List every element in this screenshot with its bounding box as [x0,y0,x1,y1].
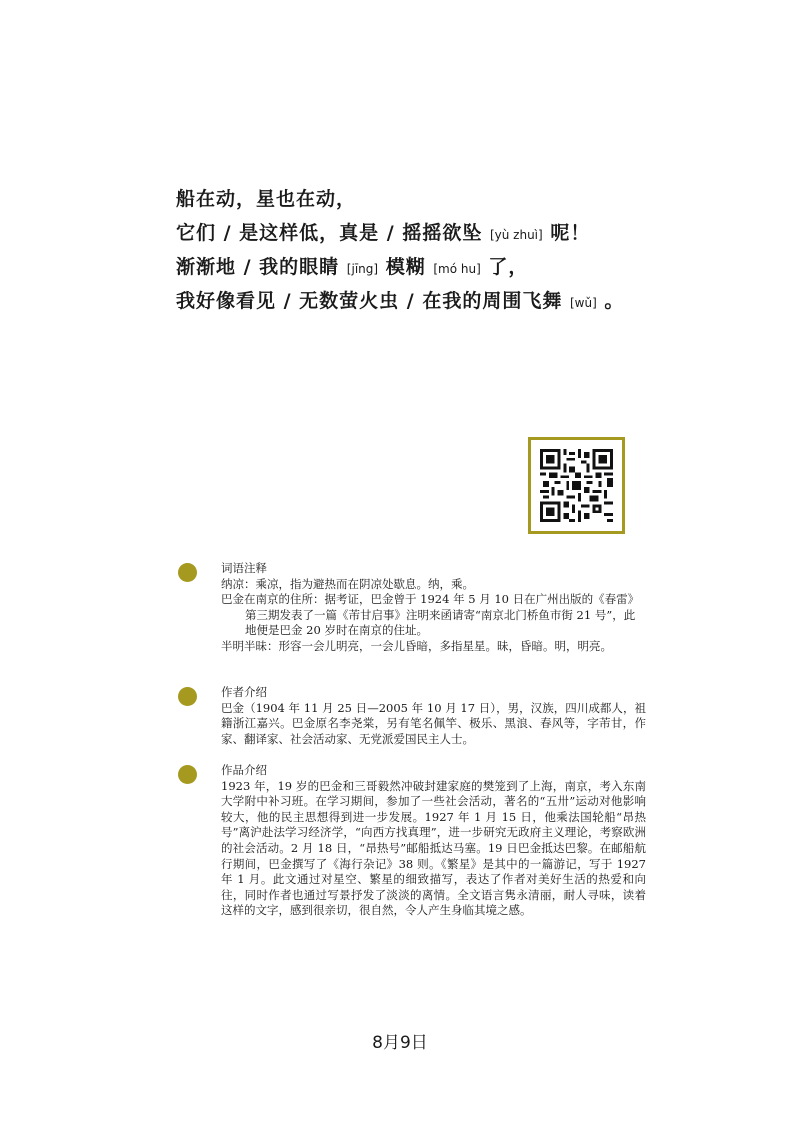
qr-code[interactable] [528,437,625,534]
bullet-dot-icon [178,765,197,784]
pinyin-annotation: [jīng] [346,262,379,276]
bullet-dot-icon [178,563,197,582]
note-entry: 巴金在南京的住所：据考证，巴金曾于 1924 年 5 月 10 日在广州出版的《春雷》第三期发表了一篇《芾甘启事》注明来函请寄“南京北门桥鱼市街 21 号”，此地便是巴金 20 岁时在南京的住址。 [221,592,640,638]
poem-line: 我好像看见 / 无数萤火虫 / 在我的周围飞舞 [wǔ] 。 [176,290,625,312]
qr-code-icon [540,449,613,522]
pinyin-annotation: [mó hu] [433,262,481,276]
note-entry: 半明半昧：形容一会儿明亮，一会儿昏暗，多指星星。昧，昏暗。明，明亮。 [221,638,612,653]
work-title: 作品介绍 [221,763,267,777]
poem-line: 渐渐地 / 我的眼睛 [jīng] 模糊 [mó hu] 了， [176,256,529,278]
work-text: 1923 年，19 岁的巴金和三哥毅然冲破封建家庭的樊笼到了上海，南京，考入东南大学附中补习班。在学习期间，参加了一些社会活动，著名的“五卅”运动对他影响较大，他的民主思想得到进一步发展。1927 年 1 月 15 日，他乘法国轮船“昂热号”离沪赴法学习经济学，“向西方找真理”，进一步研究无政府主义理论，考察欧洲的社会活动。2 月 18 日，“昂热号”邮船抵达马塞。19 日巴金抵达巴黎。在邮船航行期间，巴金撰写了《海行杂记》38 则。《繁星》是其中的一篇游记，写于 1927 年 1 月。此文通过对星空、繁星的细致描写，表达了作者对美好生活的热爱和向往，同时作者也通过写景抒发了淡淡的离情。全文语言隽永清丽，耐人寻味，读着这样的文字，感到很亲切，很自然，令人产生身临其境之感。 [221,778,646,918]
author-text: 巴金（1904 年 11 月 25 日—2005 年 10 月 17 日），男，汉族，四川成都人，祖籍浙江嘉兴。巴金原名李尧棠，另有笔名佩竿、极乐、黑浪、春风等，字芾甘，作家、翻译家、社会活动家、无党派爱国民主人士。 [221,700,646,746]
poem-line: 船在动，星也在动， [176,188,357,210]
poem-excerpt [176,182,624,318]
notes-title: 词语注释 [221,561,267,575]
bullet-dot-icon [178,687,197,706]
pinyin-annotation: [yù zhuì] [489,228,543,242]
pinyin-annotation: [wǔ] [569,296,597,310]
page-date: 8月9日 [372,1033,428,1053]
note-entry: 纳凉：乘凉，指为避热而在阴凉处歇息。纳，乘。 [221,576,474,591]
author-title: 作者介绍 [221,685,267,699]
poem-line: 它们 / 是这样低，真是 / 摇摇欲坠 [yù zhuì] 呢！ [176,222,591,244]
